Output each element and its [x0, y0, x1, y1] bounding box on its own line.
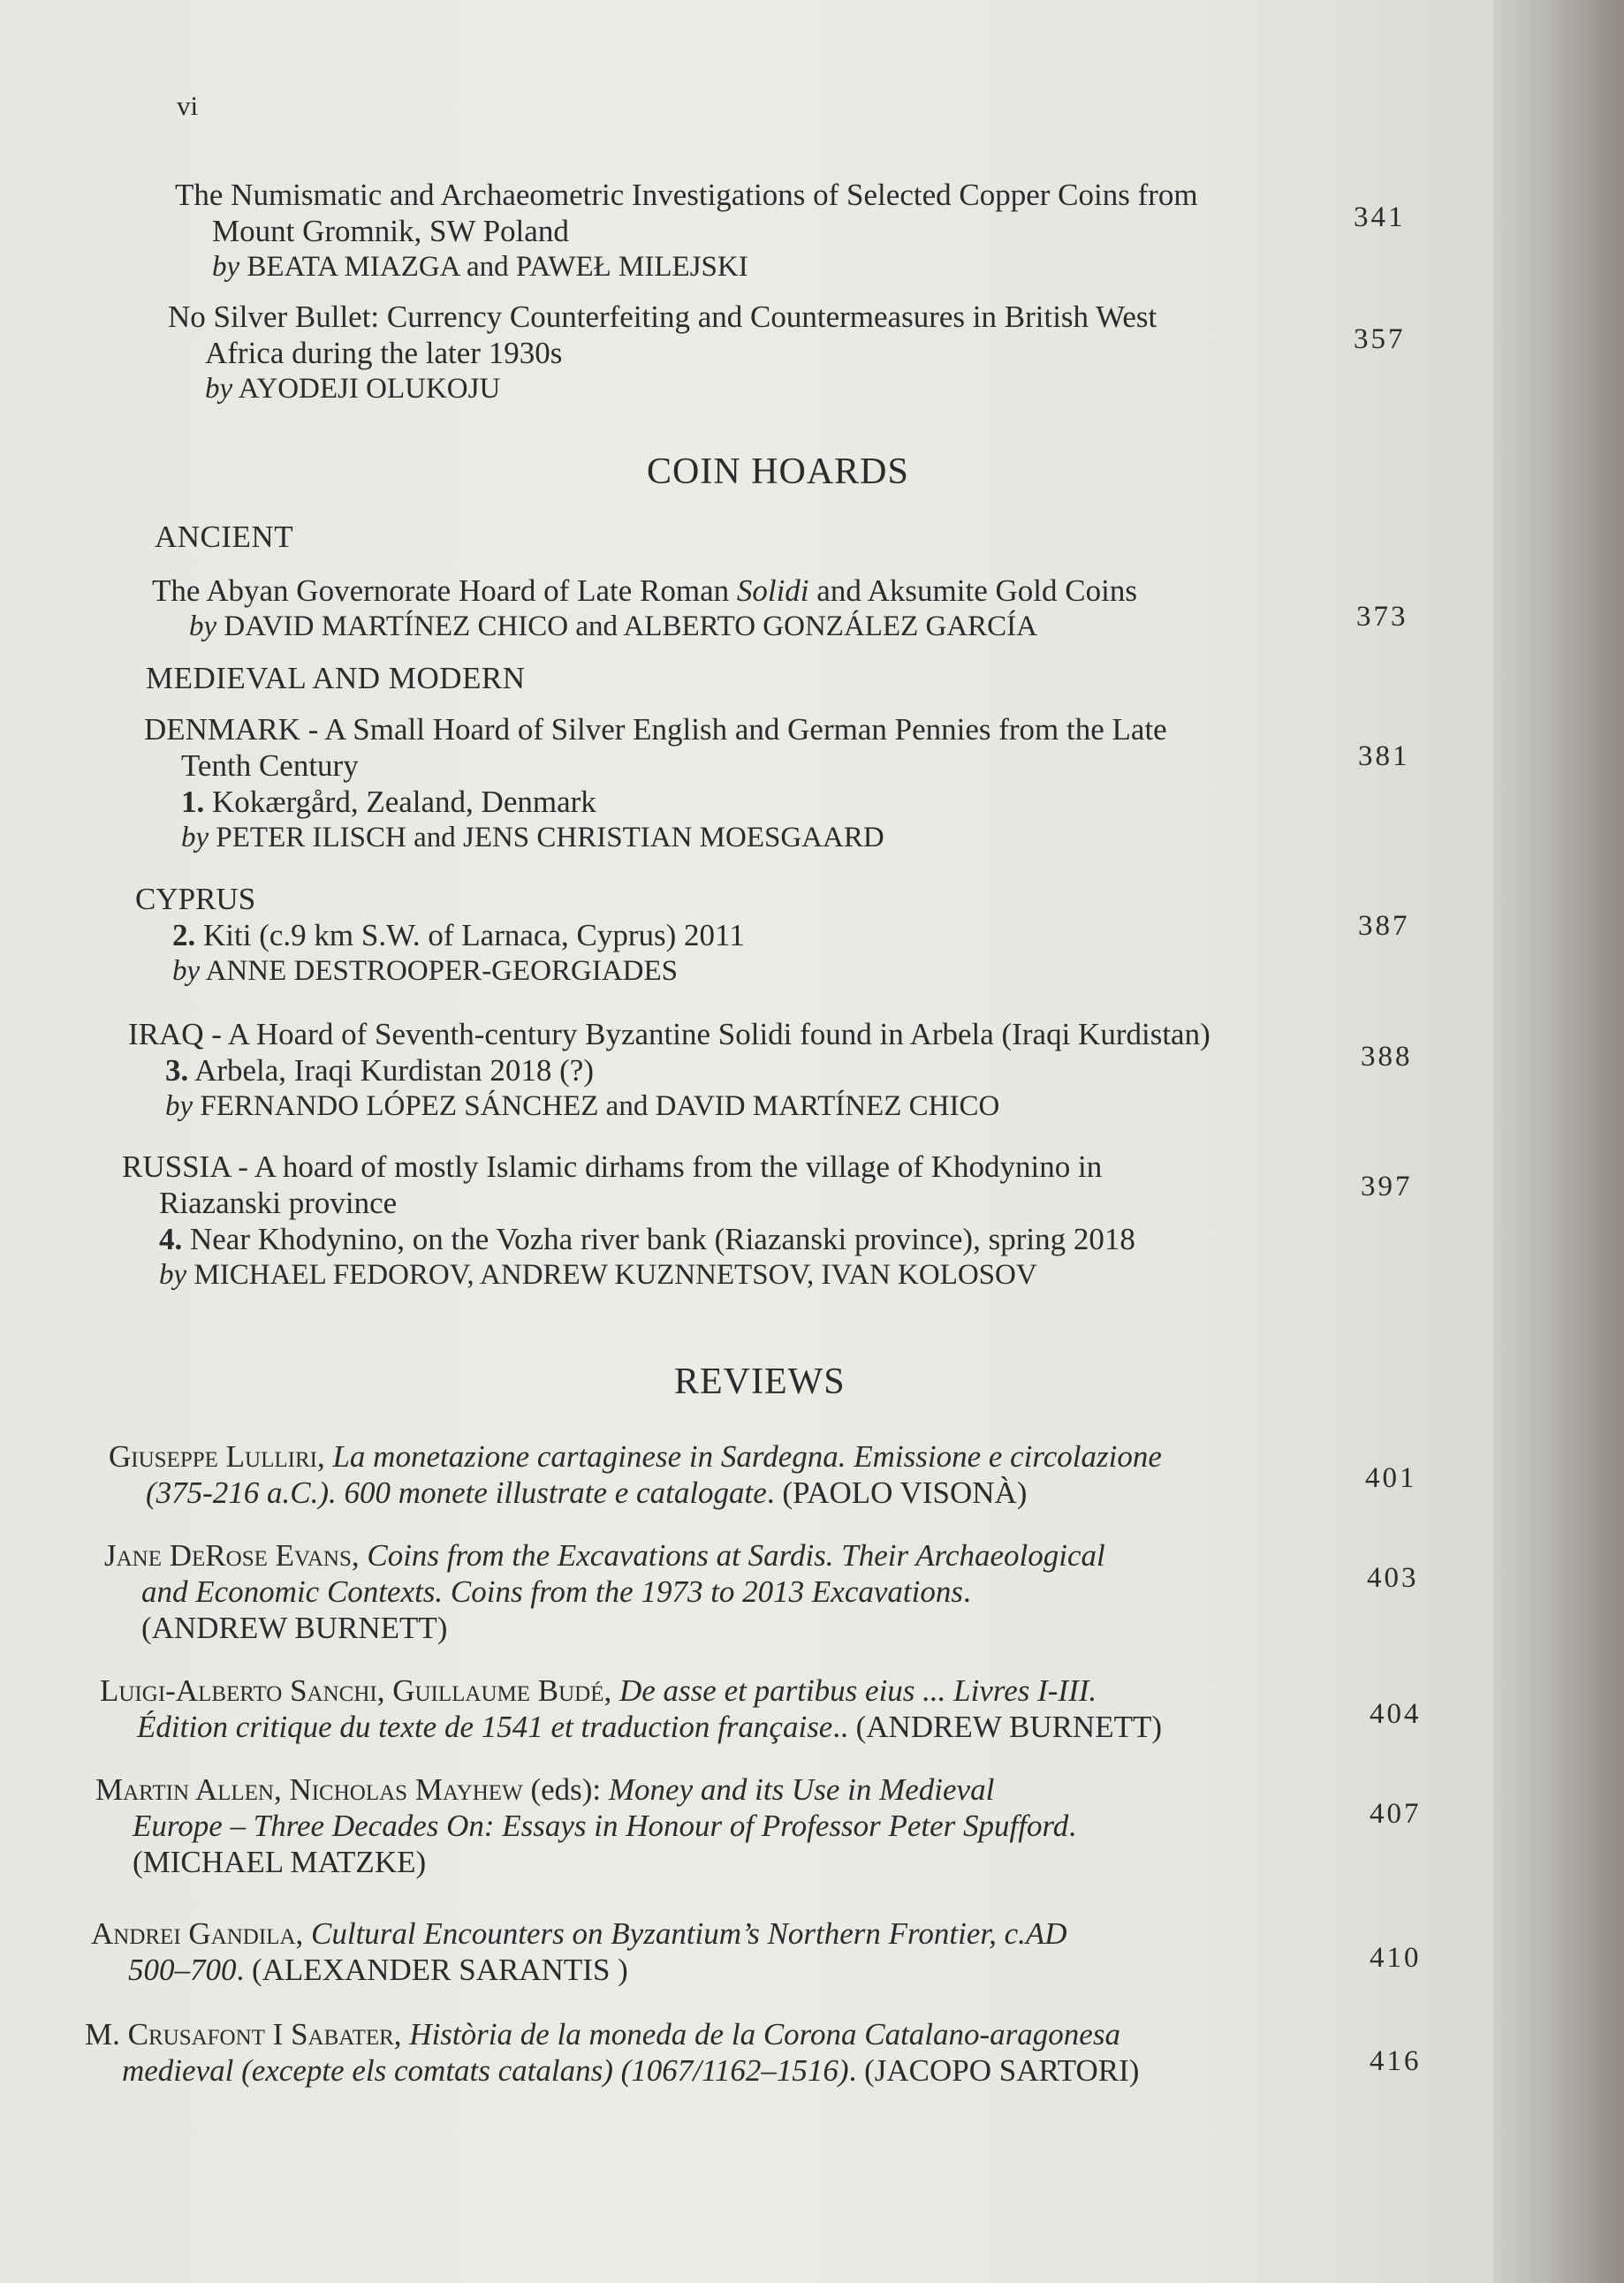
reviewer: . (JACOPO SARTORI) — [848, 2053, 1140, 2088]
toc-entry-review-1 — [109, 1438, 1162, 1511]
entry-title-line-2: Tenth Century — [181, 748, 359, 783]
by-word: by — [165, 1090, 194, 1122]
entry-title-line-2: Riazanski province — [159, 1186, 398, 1220]
toc-entry-review-4 — [95, 1771, 1076, 1880]
entry-title-line-2: Mount Gromnik, SW Poland — [212, 214, 569, 248]
entry-title-line-1: Jane DeRose Evans, Coins from the Excavations at Sardis. Their Archaeological — [104, 1538, 1105, 1573]
page-ref-341: 341 — [1354, 201, 1406, 233]
page-ref-397: 397 — [1361, 1171, 1413, 1202]
page-ref-381: 381 — [1358, 740, 1410, 772]
toc-entry-cyprus — [135, 881, 745, 990]
entry-authors: ANNE DESTROOPER-GEORGIADES — [205, 955, 679, 987]
entry-byline — [152, 609, 1137, 645]
entry-title-line-2: Africa during the later 1930s — [205, 336, 563, 370]
entry-byline — [168, 371, 1157, 407]
hoard-find-spot: 4. Near Khodynino, on the Vozha river bank (Riazanski province), spring 2018 — [159, 1222, 1135, 1256]
section-heading-coin-hoards: COIN HOARDS — [647, 451, 909, 492]
page-ref-357: 357 — [1354, 323, 1406, 355]
toc-entry-review-6 — [85, 2016, 1139, 2089]
toc-entry-article-2 — [168, 299, 1157, 407]
reviewer: . (PAOLO VISONÀ) — [766, 1475, 1028, 1510]
subsection-ancient: ANCIENT — [155, 520, 294, 554]
by-word: by — [189, 611, 217, 642]
entry-title-line-1: Luigi-Alberto Sanchi, Guillaume Budé, De asse et partibus eius ... Livres I-III. — [100, 1673, 1097, 1708]
entry-title-line-2: 500–700. (ALEXANDER SARANTIS ) — [128, 1953, 628, 1987]
page-ref-404: 404 — [1370, 1698, 1422, 1730]
hoard-find-spot: 2. Kiti (c.9 km S.W. of Larnaca, Cyprus) 2011 — [172, 918, 745, 952]
review-book-title: La monetazione cartaginese in Sardegna. Emissione e circolazione — [332, 1439, 1162, 1474]
page-ref-373: 373 — [1356, 601, 1408, 633]
page-edge-shadow — [1493, 0, 1624, 2283]
reviewer: (MICHAEL MATZKE) — [133, 1845, 427, 1879]
toc-entry-review-3 — [100, 1672, 1162, 1745]
reviewer: . (ALEXANDER SARANTIS ) — [236, 1953, 628, 1987]
toc-entry-denmark — [144, 711, 1167, 856]
entry-title-line-1: Martin Allen, Nicholas Mayhew (eds): Money and its Use in Medieval — [95, 1772, 995, 1807]
review-author: Giuseppe Lulliri — [109, 1439, 317, 1474]
page-number: vi — [177, 90, 199, 121]
hoard-find-spot: 3. Arbela, Iraqi Kurdistan 2018 (?) — [165, 1053, 594, 1088]
by-word: by — [159, 1259, 187, 1291]
entry-title-line-2: Édition critique du texte de 1541 et traduction française.. (ANDREW BURNETT) — [137, 1710, 1163, 1744]
entry-byline — [144, 820, 1167, 856]
entry-byline — [135, 953, 745, 990]
subsection-medieval-modern: MEDIEVAL AND MODERN — [146, 661, 526, 695]
entry-authors: MICHAEL FEDOROV, ANDREW KUZNNETSOV, IVAN KOLOSOV — [194, 1259, 1037, 1291]
entry-authors: AYODEJI OLUKOJU — [238, 373, 501, 405]
by-word: by — [212, 251, 240, 283]
entry-authors: FERNANDO LÓPEZ SÁNCHEZ and DAVID MARTÍNEZ CHICO — [200, 1090, 1000, 1122]
entry-authors: DAVID MARTÍNEZ CHICO and ALBERTO GONZÁLEZ GARCÍA — [224, 611, 1038, 642]
hoard-find-spot: 1. Kokærgård, Zealand, Denmark — [181, 785, 596, 819]
review-book-title: Coins from the Excavations at Sardis. Their Archaeological — [367, 1538, 1105, 1573]
review-author: M. Crusafont I Sabater — [85, 2017, 394, 2052]
entry-title-line-1: IRAQ - A Hoard of Seventh-century Byzantine Solidi found in Arbela (Iraqi Kurdistan) — [128, 1017, 1210, 1051]
entry-title-line-1: RUSSIA - A hoard of mostly Islamic dirhams from the village of Khodynino in — [122, 1149, 1103, 1184]
toc-entry-russia — [122, 1149, 1135, 1293]
page-ref-403: 403 — [1367, 1562, 1419, 1594]
entry-title-line-1: M. Crusafont I Sabater, Història de la moneda de la Corona Catalano-aragonesa — [85, 2017, 1120, 2052]
entry-byline — [128, 1088, 1210, 1125]
review-author: Luigi-Alberto Sanchi, Guillaume Budé — [100, 1673, 604, 1708]
section-heading-reviews: REVIEWS — [674, 1361, 846, 1402]
by-word: by — [205, 373, 233, 405]
entry-title-line-1: Giuseppe Lulliri, La monetazione cartaginese in Sardegna. Emissione e circolazione — [109, 1439, 1162, 1474]
review-book-title: Cultural Encounters on Byzantium’s Northern Frontier, c.AD — [311, 1916, 1067, 1951]
toc-entry-article-1 — [175, 177, 1198, 285]
review-book-title: Money and its Use in Medieval — [608, 1772, 995, 1807]
page-ref-407: 407 — [1370, 1798, 1422, 1830]
page-ref-401: 401 — [1365, 1462, 1417, 1494]
entry-title-line-1: The Abyan Governorate Hoard of Late Roman Solidi and Aksumite Gold Coins — [152, 573, 1137, 608]
page-ref-410: 410 — [1370, 1942, 1422, 1974]
page-ref-388: 388 — [1361, 1041, 1413, 1073]
review-author: Jane DeRose Evans — [104, 1538, 352, 1573]
review-book-title: Història de la moneda de la Corona Catalano-aragonesa — [409, 2017, 1120, 2052]
page-ref-416: 416 — [1370, 2045, 1422, 2077]
entry-title-line-1: The Numismatic and Archaeometric Investigations of Selected Copper Coins from — [175, 178, 1198, 212]
toc-entry-review-2 — [104, 1537, 1105, 1646]
by-word: by — [181, 822, 209, 853]
entry-title-line-1: DENMARK - A Small Hoard of Silver English and German Pennies from the Late — [144, 712, 1167, 747]
entry-title-line-2: Europe – Three Decades On: Essays in Honour of Professor Peter Spufford. — [133, 1809, 1077, 1843]
toc-entry-abyan-hoard — [152, 573, 1137, 645]
review-book-title: De asse et partibus eius ... Livres I-III. — [619, 1673, 1097, 1708]
entry-byline — [175, 249, 1198, 285]
entry-title-line-1: CYPRUS — [135, 882, 256, 916]
entry-title-line-1: No Silver Bullet: Currency Counterfeiting and Countermeasures in British West — [168, 300, 1157, 334]
entry-title-line-2: (375-216 a.C.). 600 monete illustrate e catalogate. (PAOLO VISONÀ) — [146, 1475, 1028, 1510]
entry-title-line-2: and Economic Contexts. Coins from the 1973 to 2013 Excavations. — [141, 1574, 971, 1609]
page-ref-387: 387 — [1358, 910, 1410, 942]
review-author: Martin Allen, Nicholas Mayhew — [95, 1772, 523, 1807]
by-word: by — [172, 955, 201, 987]
entry-title-line-2: medieval (excepte els comtats catalans) (1067/1162–1516). (JACOPO SARTORI) — [122, 2053, 1140, 2088]
review-author: Andrei Gandila — [91, 1916, 296, 1951]
toc-entry-review-5 — [91, 1915, 1067, 1988]
entry-byline — [122, 1257, 1135, 1293]
reviewer: (ANDREW BURNETT) — [141, 1611, 448, 1645]
entry-authors: BEATA MIAZGA and PAWEŁ MILEJSKI — [247, 251, 748, 283]
entry-title-line-1: Andrei Gandila, Cultural Encounters on Byzantium’s Northern Frontier, c.AD — [91, 1916, 1067, 1951]
entry-authors: PETER ILISCH and JENS CHRISTIAN MOESGAARD — [216, 822, 884, 853]
toc-entry-iraq — [128, 1016, 1210, 1125]
reviewer: .. (ANDREW BURNETT) — [832, 1710, 1163, 1744]
